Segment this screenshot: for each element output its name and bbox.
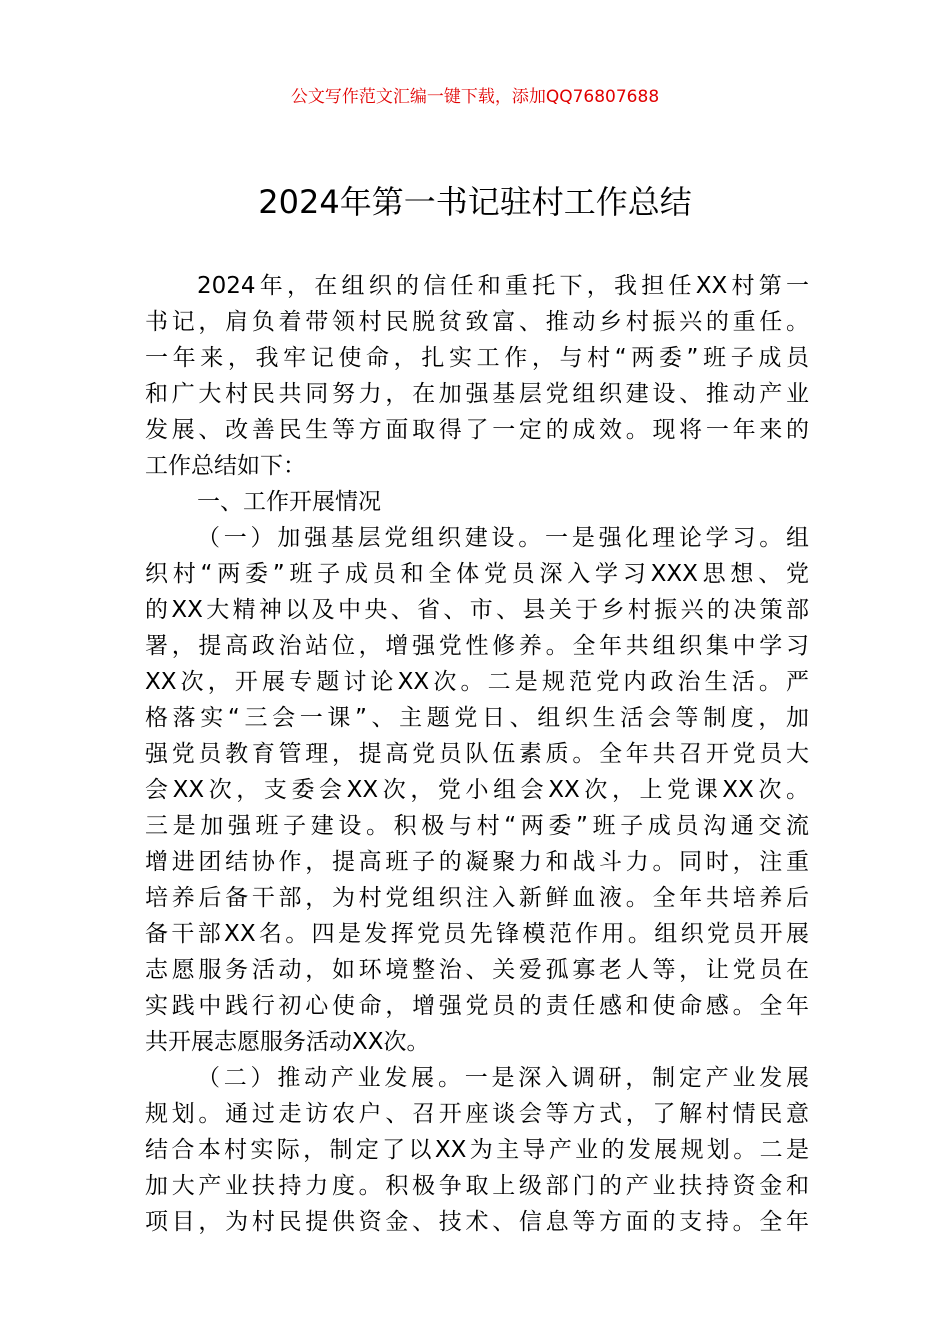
body-line: 结合本村实际，制定了以XX为主导产业的发展规划。二是: [145, 1137, 809, 1163]
body-line: 会XX次，支委会XX次，党小组会XX次，上党课XX次。: [145, 777, 809, 803]
body-line: XX次，开展专题讨论XX次。二是规范党内政治生活。严: [145, 669, 809, 695]
body-line: 的XX大精神以及中央、省、市、县关于乡村振兴的决策部: [145, 597, 809, 623]
body-line: 规划。通过走访农户、召开座谈会等方式，了解村情民意: [145, 1101, 809, 1127]
body-line: 一年来，我牢记使命，扎实工作，与村“两委”班子成员: [145, 345, 809, 371]
body-line: 发展、改善民生等方面取得了一定的成效。现将一年来的: [145, 417, 809, 443]
body-line: 格落实“三会一课”、主题党日、组织生活会等制度，加: [145, 705, 809, 731]
body-line: 工作总结如下：: [145, 453, 306, 479]
body-line: 书记，肩负着带领村民脱贫致富、推动乡村振兴的重任。: [145, 309, 809, 335]
document-title: 2024年第一书记驻村工作总结: [258, 183, 692, 221]
body-line: （一）加强基层党组织建设。一是强化理论学习。组: [197, 525, 809, 551]
body-line: 和广大村民共同努力，在加强基层党组织建设、推动产业: [145, 381, 809, 407]
document-body: [145, 268, 809, 1240]
body-line: 三是加强班子建设。积极与村“两委”班子成员沟通交流: [145, 813, 809, 839]
section-heading: 一、工作开展情况: [197, 489, 381, 515]
body-line: 织村“两委”班子成员和全体党员深入学习XXX思想、党: [145, 561, 809, 587]
watermark-header: 公文写作范文汇编一键下载，添加QQ76807688: [290, 87, 660, 107]
body-line: 共开展志愿服务活动XX次。: [145, 1029, 430, 1055]
body-line: 增进团结协作，提高班子的凝聚力和战斗力。同时，注重: [145, 849, 809, 875]
body-line: （二）推动产业发展。一是深入调研，制定产业发展: [197, 1065, 809, 1091]
body-line: 加大产业扶持力度。积极争取上级部门的产业扶持资金和: [145, 1173, 809, 1199]
body-line: 备干部XX名。四是发挥党员先锋模范作用。组织党员开展: [145, 921, 809, 947]
body-line: 项目，为村民提供资金、技术、信息等方面的支持。全年: [145, 1209, 809, 1235]
body-line: 2024年，在组织的信任和重托下，我担任XX村第一: [197, 273, 809, 299]
body-line: 强党员教育管理，提高党员队伍素质。全年共召开党员大: [145, 741, 809, 767]
body-line: 志愿服务活动，如环境整治、关爱孤寡老人等，让党员在: [145, 957, 809, 983]
body-line: 培养后备干部，为村党组织注入新鲜血液。全年共培养后: [145, 885, 809, 911]
body-line: 实践中践行初心使命，增强党员的责任感和使命感。全年: [145, 993, 809, 1019]
body-line: 署，提高政治站位，增强党性修养。全年共组织集中学习: [145, 633, 809, 659]
